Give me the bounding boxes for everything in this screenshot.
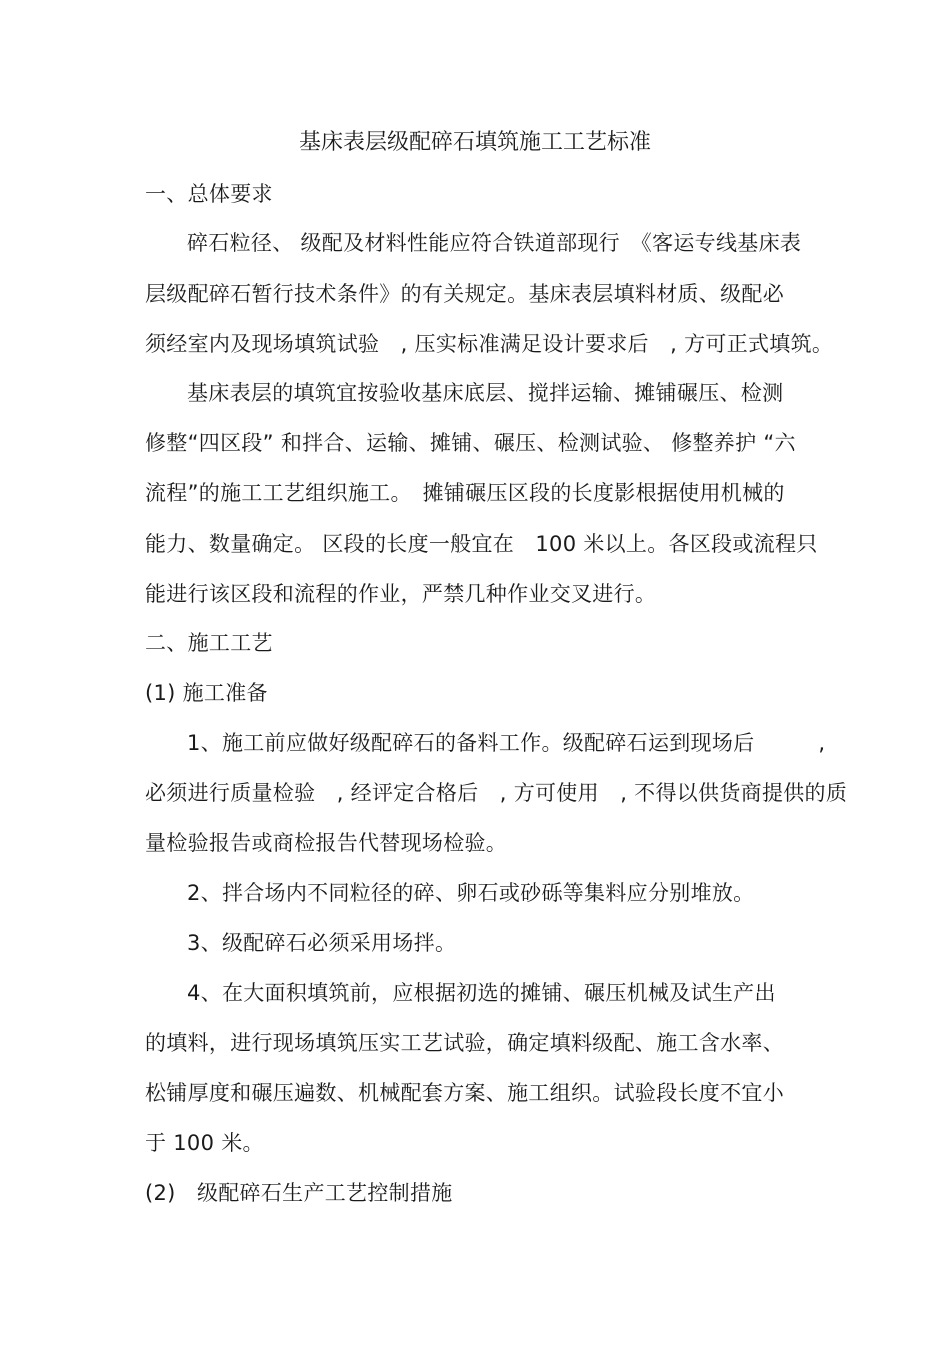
paragraph-line: 层级配碎石暂行技术条件》的有关规定。基床表层填料材质、级配必 (145, 282, 784, 306)
paragraph-line: 4、在大面积填筑前，应根据初选的摊铺、碾压机械及试生产出 (187, 981, 776, 1005)
paragraph-line: 松铺厚度和碾压遍数、机械配套方案、施工组织。试验段长度不宜小 (145, 1081, 784, 1105)
paragraph-line: 1、施工前应做好级配碎石的备料工作。级配碎石运到现场后 , (187, 731, 826, 755)
subsection-heading-production: (2) 级配碎石生产工艺控制措施 (145, 1181, 453, 1205)
paragraph-line: 基床表层的填筑宜按验收基床底层、搅拌运输、摊铺碾压、检测 (187, 381, 784, 405)
paragraph-line: 必须进行质量检验 , 经评定合格后 , 方可使用 , 不得以供货商提供的质 (145, 781, 848, 805)
paragraph-line: 2、拌合场内不同粒径的碎、卵石或砂砾等集料应分别堆放。 (187, 881, 755, 905)
paragraph-line: 量检验报告或商检报告代替现场检验。 (145, 831, 508, 855)
paragraph-line: 能力、数量确定。 区段的长度一般宜在 100 米以上。各区段或流程只 (145, 532, 818, 556)
section-heading-process: 二、施工工艺 (145, 631, 273, 655)
subsection-heading-preparation: (1) 施工准备 (145, 681, 268, 705)
paragraph-line: 3、级配碎石必须采用场拌。 (187, 931, 457, 955)
paragraph-line: 须经室内及现场填筑试验 , 压实标准满足设计要求后 , 方可正式填筑。 (145, 332, 834, 356)
paragraph-line: 修整“四区段” 和拌合、运输、摊铺、碾压、检测试验、 修整养护 “六 (145, 431, 796, 455)
paragraph-line: 于 100 米。 (145, 1131, 264, 1155)
paragraph-line: 流程”的施工工艺组织施工。 摊铺碾压区段的长度影根据使用机械的 (145, 481, 785, 505)
paragraph-line: 的填料，进行现场填筑压实工艺试验，确定填料级配、施工含水率、 (145, 1031, 784, 1055)
paragraph-line: 能进行该区段和流程的作业，严禁几种作业交叉进行。 (145, 582, 657, 606)
section-heading-general: 一、总体要求 (145, 182, 273, 206)
document-title: 基床表层级配碎石填筑施工工艺标准 (298, 130, 651, 155)
paragraph-line: 碎石粒径、 级配及材料性能应符合铁道部现行 《客运专线基床表 (187, 231, 802, 255)
